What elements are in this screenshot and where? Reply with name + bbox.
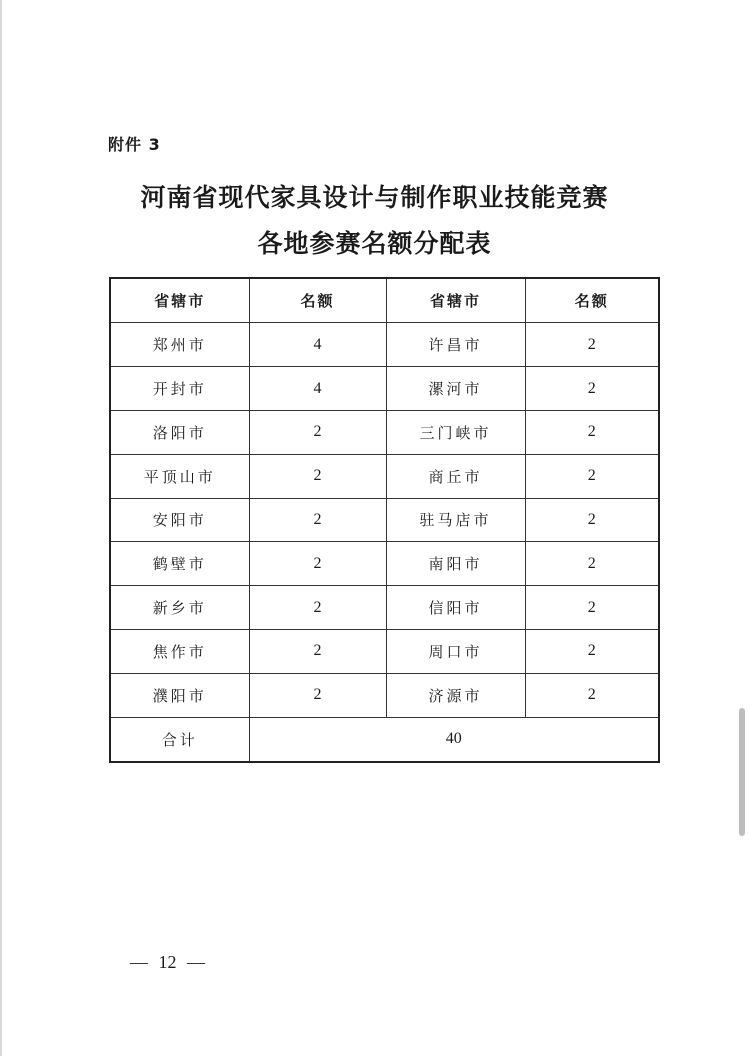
quota-cell: 2: [525, 323, 659, 367]
total-row: [110, 717, 659, 762]
city-cell: 洛阳市: [110, 410, 249, 454]
quota-cell: 2: [525, 367, 659, 411]
quota-cell: 2: [249, 410, 386, 454]
city-cell: 漯河市: [386, 367, 525, 411]
quota-cell: 4: [249, 323, 386, 367]
column-header-quota: 名额: [249, 278, 386, 323]
city-cell: 郑州市: [110, 323, 249, 367]
table-row: [110, 673, 659, 717]
city-cell: 南阳市: [386, 542, 525, 586]
quota-table: [109, 277, 660, 763]
city-cell: 商丘市: [386, 454, 525, 498]
city-cell: 许昌市: [386, 323, 525, 367]
table-row: [110, 410, 659, 454]
table-row: [110, 367, 659, 411]
quota-cell: 2: [525, 673, 659, 717]
city-cell: 濮阳市: [110, 673, 249, 717]
quota-cell: 2: [249, 673, 386, 717]
city-cell: 鹤壁市: [110, 542, 249, 586]
table-row: [110, 630, 659, 674]
quota-cell: 2: [525, 586, 659, 630]
city-cell: 驻马店市: [386, 498, 525, 542]
city-cell: 焦作市: [110, 630, 249, 674]
table-row: [110, 454, 659, 498]
column-header-city: 省辖市: [110, 278, 249, 323]
quota-cell: 2: [249, 586, 386, 630]
total-value-cell: 40: [249, 717, 659, 762]
quota-cell: 2: [525, 542, 659, 586]
page-number: — 12 —: [130, 952, 205, 972]
quota-cell: 2: [249, 498, 386, 542]
table-row: [110, 323, 659, 367]
city-cell: 三门峡市: [386, 410, 525, 454]
page-edge: [0, 0, 2, 1056]
column-header-quota: 名额: [525, 278, 659, 323]
table-row: [110, 586, 659, 630]
quota-cell: 2: [525, 498, 659, 542]
city-cell: 新乡市: [110, 586, 249, 630]
document-title-line-2: 各地参赛名额分配表: [257, 229, 492, 258]
total-label-cell: 合计: [110, 717, 249, 762]
city-cell: 安阳市: [110, 498, 249, 542]
attachment-label: 附件 3: [108, 135, 161, 154]
city-cell: 济源市: [386, 673, 525, 717]
quota-cell: 4: [249, 367, 386, 411]
quota-cell: 2: [249, 542, 386, 586]
quota-cell: 2: [525, 410, 659, 454]
table-header-row: [110, 278, 659, 323]
city-cell: 周口市: [386, 630, 525, 674]
city-cell: 开封市: [110, 367, 249, 411]
city-cell: 平顶山市: [110, 454, 249, 498]
quota-cell: 2: [249, 454, 386, 498]
quota-cell: 2: [525, 630, 659, 674]
document-title-line-1: 河南省现代家具设计与制作职业技能竞赛: [140, 183, 609, 212]
table-row: [110, 542, 659, 586]
scrollbar-thumb[interactable]: [739, 708, 745, 836]
city-cell: 信阳市: [386, 586, 525, 630]
table-row: [110, 498, 659, 542]
quota-cell: 2: [525, 454, 659, 498]
column-header-city: 省辖市: [386, 278, 525, 323]
quota-cell: 2: [249, 630, 386, 674]
